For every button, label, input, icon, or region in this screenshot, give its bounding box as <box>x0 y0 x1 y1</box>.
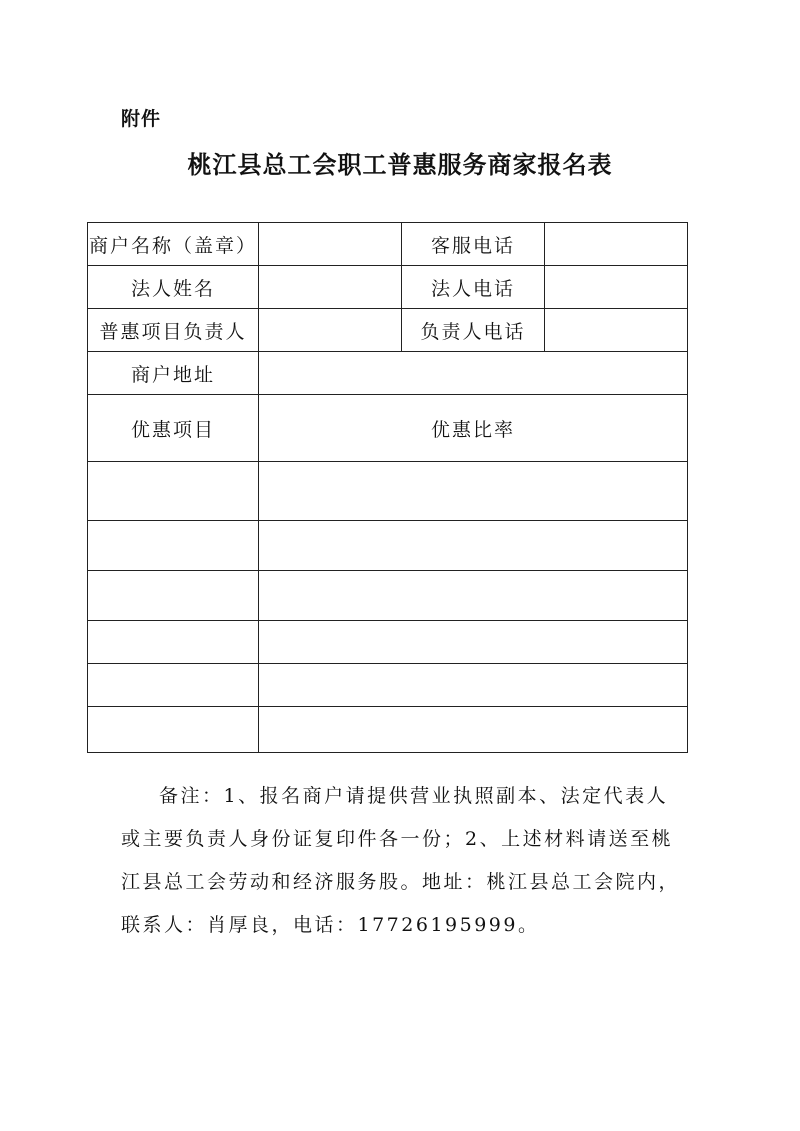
document-title: 桃江县总工会职工普惠服务商家报名表 <box>187 150 613 179</box>
merchant-name-field[interactable] <box>259 223 402 266</box>
service-phone-field[interactable] <box>545 223 688 266</box>
discount-item-cell[interactable] <box>88 621 259 664</box>
service-phone-label: 客服电话 <box>402 223 545 266</box>
merchant-name-label: 商户名称（盖章） <box>88 223 259 266</box>
legal-person-phone-label: 法人电话 <box>402 266 545 309</box>
discount-item-cell[interactable] <box>88 571 259 621</box>
merchant-address-label: 商户地址 <box>88 352 259 395</box>
discount-rate-header: 优惠比率 <box>259 395 688 462</box>
legal-person-name-field[interactable] <box>259 266 402 309</box>
discount-item-cell[interactable] <box>88 664 259 707</box>
leader-phone-field[interactable] <box>545 309 688 352</box>
note-line: 或主要负责人身份证复印件各一份；2、上述材料请送至桃 <box>121 828 674 850</box>
discount-rate-cell[interactable] <box>259 462 688 521</box>
note-line: 联系人：肖厚良，电话：17726195999。 <box>121 914 540 936</box>
project-leader-field[interactable] <box>259 309 402 352</box>
attachment-label: 附件 <box>121 108 162 130</box>
discount-rate-cell[interactable] <box>259 571 688 621</box>
leader-phone-label: 负责人电话 <box>402 309 545 352</box>
merchant-address-field[interactable] <box>259 352 688 395</box>
discount-item-cell[interactable] <box>88 462 259 521</box>
discount-item-header: 优惠项目 <box>88 395 259 462</box>
discount-rate-cell[interactable] <box>259 521 688 571</box>
legal-person-phone-field[interactable] <box>545 266 688 309</box>
note-line: 江县总工会劳动和经济服务股。地址：桃江县总工会院内， <box>121 871 681 893</box>
project-leader-label: 普惠项目负责人 <box>88 309 259 352</box>
discount-rate-cell[interactable] <box>259 664 688 707</box>
legal-person-name-label: 法人姓名 <box>88 266 259 309</box>
note-line: 备注：1、报名商户请提供营业执照副本、法定代表人 <box>159 785 669 807</box>
discount-item-cell[interactable] <box>88 521 259 571</box>
discount-rate-cell[interactable] <box>259 707 688 753</box>
discount-item-cell[interactable] <box>88 707 259 753</box>
discount-rate-cell[interactable] <box>259 621 688 664</box>
remarks-note <box>121 775 687 947</box>
registration-form-table <box>87 222 688 753</box>
